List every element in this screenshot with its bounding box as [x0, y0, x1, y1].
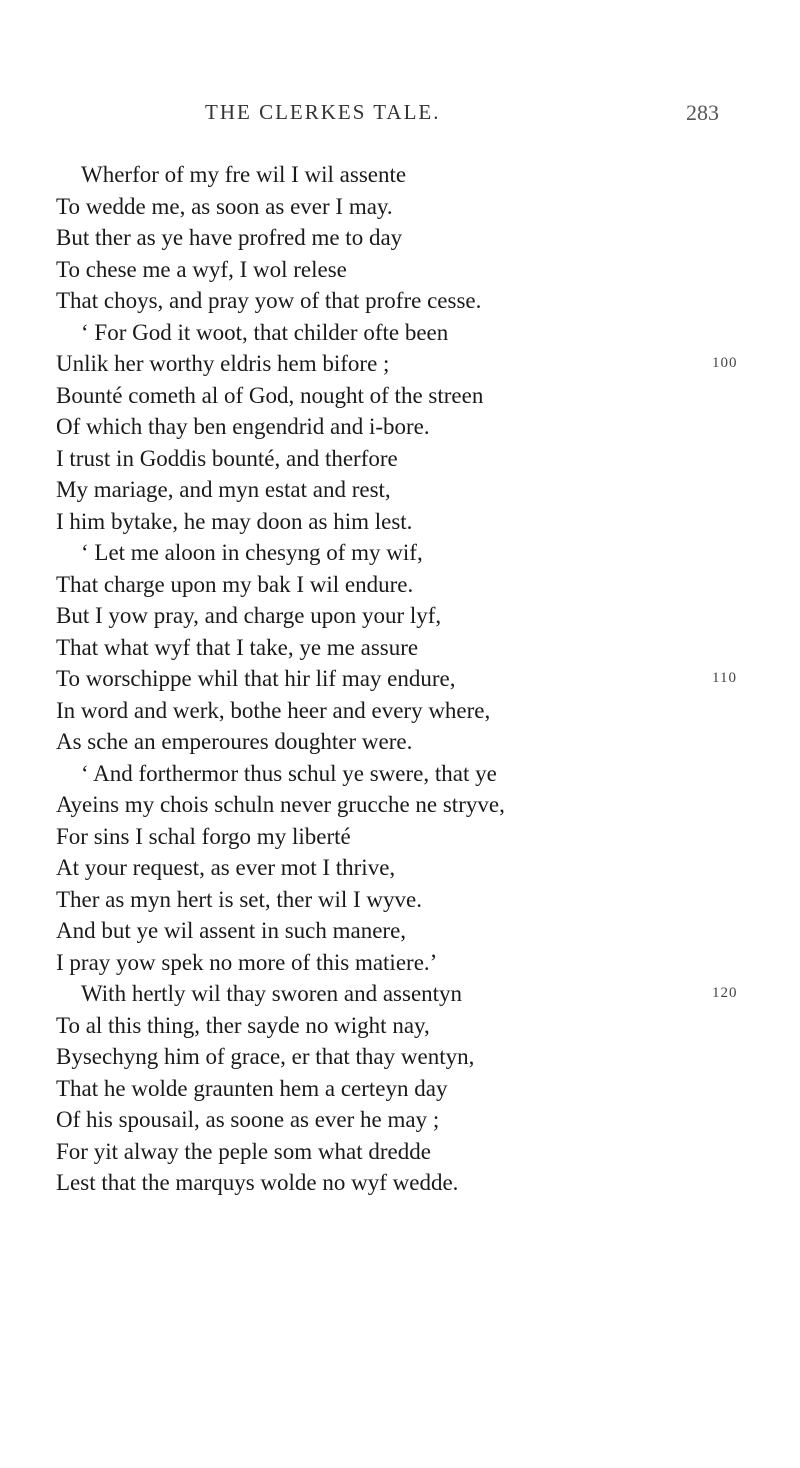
verse-line	[56, 348, 786, 380]
verse-line	[56, 443, 786, 475]
verse-line	[56, 317, 786, 349]
verse-line-text: That he wolde graunten hem a certeyn day	[56, 1075, 448, 1101]
verse-line-text: For yit alway the peple som what dredde	[56, 1138, 431, 1164]
verse-line	[56, 663, 786, 695]
verse-line-text: I him bytake, he may doon as him lest.	[56, 508, 413, 534]
verse-line	[56, 1041, 786, 1073]
verse-line-text: To worschippe whil that hir lif may endure,	[56, 666, 456, 691]
verse-line-text: Lest that the marquys wolde no wyf wedde.	[56, 1170, 459, 1195]
verse-line-text: Bysechyng him of grace, er that thay wentyn,	[56, 1044, 475, 1069]
running-title: THE CLERKES TALE.	[205, 100, 441, 124]
line-number: 100	[712, 355, 738, 371]
page-number: 283	[686, 100, 719, 125]
verse-text	[56, 159, 786, 1199]
verse-line	[56, 695, 786, 727]
verse-line-text: Bounté cometh al of God, nought of the streen	[56, 382, 484, 408]
verse-line	[56, 1167, 786, 1199]
verse-line	[56, 915, 786, 947]
verse-line	[56, 758, 786, 790]
verse-line-text: Wherfor of my fre wil I wil assente	[81, 162, 407, 187]
verse-line	[56, 222, 786, 254]
verse-line-text: That charge upon my bak I wil endure.	[56, 571, 414, 597]
verse-line-text: That what wyf that I take, ye me assure	[56, 634, 419, 660]
verse-line	[56, 1136, 786, 1168]
verse-line	[56, 947, 786, 979]
verse-line	[56, 1073, 786, 1105]
verse-line-text: To wedde me, as soon as ever I may.	[56, 193, 393, 219]
verse-line	[56, 852, 786, 884]
verse-line	[56, 884, 786, 916]
verse-line	[56, 821, 786, 853]
verse-line-text: I pray yow spek no more of this matiere.’	[56, 949, 438, 975]
verse-line	[56, 474, 786, 506]
verse-line-text: With hertly wil thay sworen and assentyn	[81, 981, 463, 1006]
verse-line-text: To chese me a wyf, I wol relese	[56, 256, 347, 282]
verse-line-text: At your request, as ever mot I thrive,	[56, 855, 396, 880]
verse-line	[56, 537, 786, 569]
verse-line-text: ‘ And forthermor thus schul ye swere, that ye	[81, 760, 497, 786]
verse-line	[56, 254, 786, 286]
verse-line	[56, 159, 786, 191]
verse-line-text: I trust in Goddis bounté, and therfore	[56, 445, 398, 471]
verse-line-text: That choys, and pray yow of that profre cesse.	[56, 288, 482, 313]
verse-line-text: To al this thing, ther sayde no wight nay,	[56, 1012, 430, 1038]
verse-line	[56, 191, 786, 223]
verse-line	[56, 726, 786, 758]
verse-line-text: But I yow pray, and charge upon your lyf,	[56, 603, 442, 628]
line-number: 120	[712, 985, 738, 1001]
verse-line-text: Of his spousail, as soone as ever he may ;	[56, 1107, 440, 1132]
verse-line	[56, 1010, 786, 1042]
verse-line	[56, 285, 786, 317]
verse-line-text: My mariage, and myn estat and rest,	[56, 477, 391, 502]
line-number: 110	[712, 670, 737, 686]
verse-line-text: As sche an emperoures doughter were.	[56, 729, 413, 754]
verse-line	[56, 380, 786, 412]
verse-line	[56, 632, 786, 664]
verse-line	[56, 789, 786, 821]
verse-line-text: ‘ For God it woot, that childer ofte been	[81, 319, 449, 345]
verse-line-text: Of which thay ben engendrid and i-bore.	[56, 414, 430, 439]
verse-line-text: Unlik her worthy eldris hem bifore ;	[56, 351, 390, 376]
verse-line-text: Ther as myn hert is set, ther wil I wyve.	[56, 886, 422, 912]
verse-line-text: Ayeins my chois schuln never grucche ne stryve,	[56, 792, 505, 817]
verse-line	[56, 411, 786, 443]
verse-line	[56, 506, 786, 538]
verse-line	[56, 1104, 786, 1136]
verse-line-text: In word and werk, bothe heer and every where,	[56, 697, 491, 723]
verse-line	[56, 569, 786, 601]
verse-line-text: But ther as ye have profred me to day	[56, 225, 403, 250]
verse-line	[56, 978, 786, 1010]
verse-line-text: And but ye wil assent in such manere,	[56, 918, 407, 943]
verse-line-text: ‘ Let me aloon in chesyng of my wif,	[81, 540, 423, 565]
running-head	[0, 100, 800, 136]
verse-line-text: For sins I schal forgo my liberté	[56, 823, 351, 849]
verse-line	[56, 600, 786, 632]
